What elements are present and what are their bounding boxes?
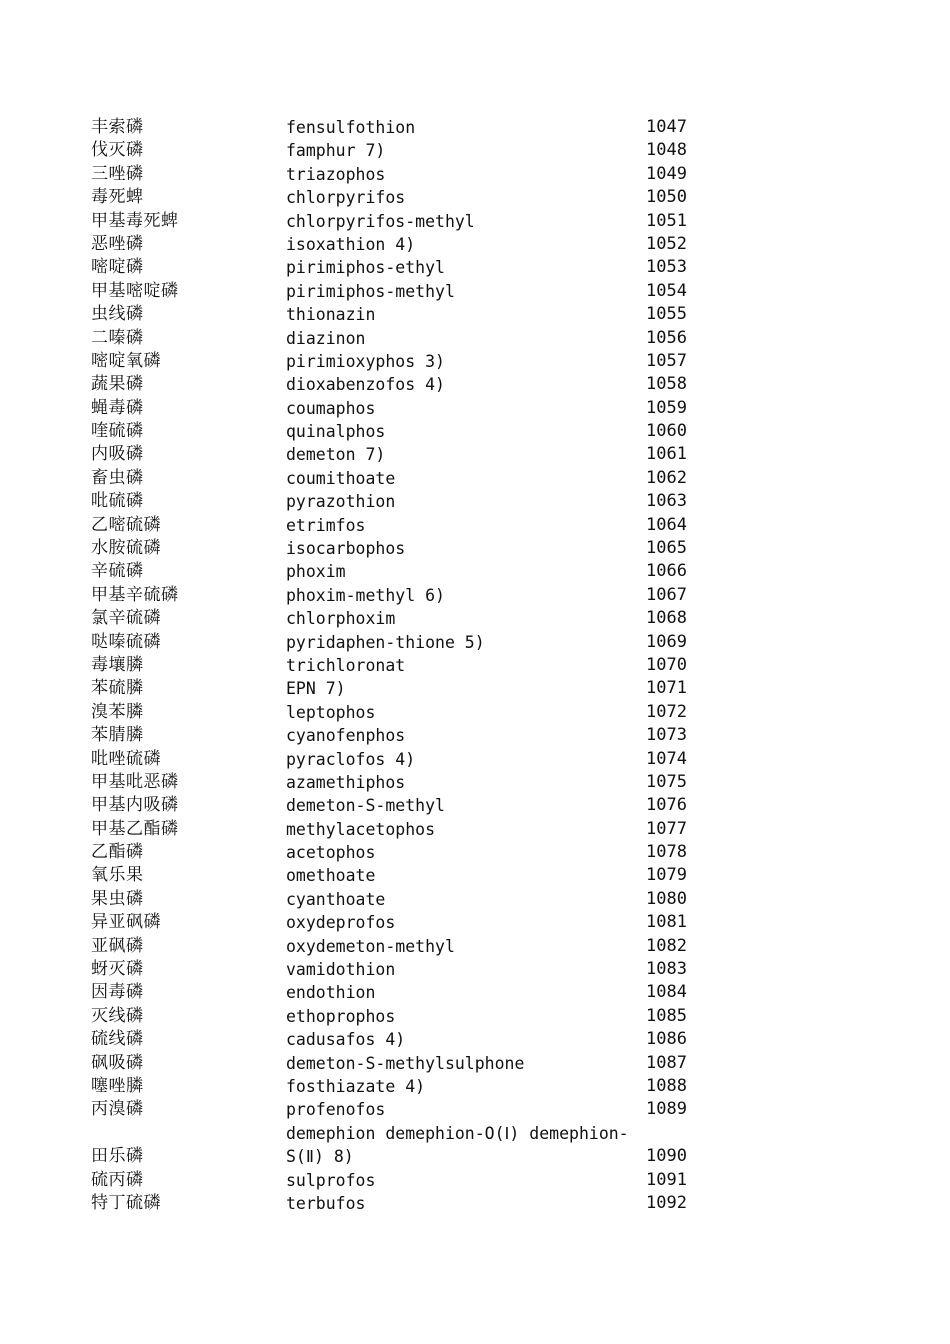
- list-row: [0, 327, 950, 350]
- code-number: 1075: [646, 771, 687, 792]
- english-name: oxydeprofos: [286, 913, 396, 933]
- english-name: trichloronat: [286, 655, 406, 675]
- chinese-name: 哒嗪硫磷: [91, 631, 161, 652]
- list-row: [0, 841, 950, 864]
- list-row: [0, 935, 950, 958]
- chinese-name: 毒死蜱: [91, 187, 144, 208]
- code-number: 1057: [646, 350, 687, 371]
- english-name: isoxathion 4): [286, 234, 416, 254]
- chinese-name: 丙溴磷: [91, 1099, 144, 1120]
- chinese-name: 甲基乙酯磷: [91, 818, 179, 839]
- list-row: [0, 724, 950, 747]
- english-name: fensulfothion: [286, 117, 416, 137]
- english-name: chlorpyrifos-methyl: [286, 211, 475, 231]
- english-name: pyrazothion: [286, 492, 396, 512]
- chinese-name: 嘧啶磷: [91, 257, 144, 278]
- chinese-name: 氯辛硫磷: [91, 608, 161, 629]
- english-name: isocarbophos: [286, 539, 406, 559]
- code-number: 1053: [646, 257, 687, 278]
- code-number: 1091: [646, 1169, 687, 1190]
- list-row: [0, 677, 950, 700]
- code-number: 1082: [646, 935, 687, 956]
- list-row: [0, 537, 950, 560]
- list-row: [0, 1028, 950, 1051]
- list-row: [0, 1075, 950, 1098]
- code-number: 1061: [646, 444, 687, 465]
- chinese-name: 乙酯磷: [91, 842, 144, 863]
- chinese-name: 灭线磷: [91, 1005, 144, 1026]
- list-row: [0, 1098, 950, 1121]
- chinese-name: 苯腈膦: [91, 725, 144, 746]
- code-number: 1083: [646, 959, 687, 980]
- chinese-name: 氧乐果: [91, 865, 144, 886]
- list-row: [0, 490, 950, 513]
- code-number: 1065: [646, 538, 687, 559]
- list-row: [0, 116, 950, 139]
- list-row: [0, 256, 950, 279]
- chinese-name: 辛硫磷: [91, 561, 144, 582]
- code-number: 1062: [646, 467, 687, 488]
- list-row: [0, 303, 950, 326]
- english-name: pyridaphen-thione 5): [286, 632, 485, 652]
- english-name: demeton-S-methylsulphone: [286, 1053, 525, 1073]
- list-row: [0, 280, 950, 303]
- english-name: quinalphos: [286, 422, 386, 442]
- code-number: 1064: [646, 514, 687, 535]
- chinese-name: 异亚砜磷: [91, 912, 161, 933]
- list-row: [0, 1169, 950, 1192]
- code-number: 1069: [646, 631, 687, 652]
- english-name: methylacetophos: [286, 819, 436, 839]
- list-row: [0, 420, 950, 443]
- list-row: [0, 210, 950, 233]
- english-name: ethoprophos: [286, 1006, 396, 1026]
- english-name: vamidothion: [286, 960, 396, 980]
- english-name: chlorpyrifos: [286, 188, 406, 208]
- chinese-name: 砜吸磷: [91, 1052, 144, 1073]
- list-row: [0, 467, 950, 490]
- english-name: pyraclofos 4): [286, 749, 416, 769]
- code-number: 1067: [646, 584, 687, 605]
- code-number: 1080: [646, 888, 687, 909]
- code-number: 1073: [646, 725, 687, 746]
- code-number: 1066: [646, 561, 687, 582]
- code-number: 1074: [646, 748, 687, 769]
- english-name: demeton 7): [286, 445, 386, 465]
- list-row: [0, 1052, 950, 1075]
- english-name: pirimioxyphos 3): [286, 351, 445, 371]
- english-name: demephion demephion-O(Ⅰ) demephion-S(Ⅱ) 8): [286, 1123, 629, 1167]
- english-name: omethoate: [286, 866, 376, 886]
- english-name: phoxim-methyl 6): [286, 585, 445, 605]
- english-name: sulprofos: [286, 1170, 376, 1190]
- chinese-name: 伐灭磷: [91, 140, 144, 161]
- chinese-name: 嘧啶氧磷: [91, 350, 161, 371]
- code-number: 1076: [646, 795, 687, 816]
- list-row: [0, 771, 950, 794]
- code-number: 1078: [646, 842, 687, 863]
- chinese-name: 畜虫磷: [91, 467, 144, 488]
- code-number: 1072: [646, 701, 687, 722]
- english-name: cyanofenphos: [286, 726, 406, 746]
- english-name: endothion: [286, 983, 376, 1003]
- english-name: profenofos: [286, 1100, 386, 1120]
- chinese-name: 乙嘧硫磷: [91, 514, 161, 535]
- list-row: [0, 958, 950, 981]
- code-number: 1086: [646, 1029, 687, 1050]
- chinese-name: 丰索磷: [91, 116, 144, 137]
- chinese-name: 吡硫磷: [91, 491, 144, 512]
- list-row: [0, 607, 950, 630]
- english-name: etrimfos: [286, 515, 366, 535]
- english-name: triazophos: [286, 164, 386, 184]
- code-number: 1084: [646, 982, 687, 1003]
- code-number: 1079: [646, 865, 687, 886]
- english-name: acetophos: [286, 843, 376, 863]
- english-name: diazinon: [286, 328, 366, 348]
- code-number: 1090: [646, 1146, 687, 1167]
- code-number: 1056: [646, 327, 687, 348]
- list-row: [0, 654, 950, 677]
- list-row: [0, 163, 950, 186]
- chinese-name: 内吸磷: [91, 444, 144, 465]
- list-row: [0, 1005, 950, 1028]
- pesticide-name-list: [0, 116, 950, 1215]
- chinese-name: 田乐磷: [91, 1146, 144, 1167]
- code-number: 1047: [646, 116, 687, 137]
- english-name: dioxabenzofos 4): [286, 375, 445, 395]
- chinese-name: 苯硫膦: [91, 678, 144, 699]
- chinese-name: 二嗪磷: [91, 327, 144, 348]
- list-row: [0, 443, 950, 466]
- code-number: 1089: [646, 1099, 687, 1120]
- list-row: [0, 818, 950, 841]
- english-name: cadusafos 4): [286, 1030, 406, 1050]
- list-row: [0, 1122, 950, 1169]
- list-row: [0, 584, 950, 607]
- code-number: 1054: [646, 280, 687, 301]
- code-number: 1051: [646, 210, 687, 231]
- list-row: [0, 888, 950, 911]
- code-number: 1058: [646, 374, 687, 395]
- english-name: azamethiphos: [286, 772, 406, 792]
- chinese-name: 蚜灭磷: [91, 959, 144, 980]
- english-name: coumaphos: [286, 398, 376, 418]
- english-name: phoxim: [286, 562, 346, 582]
- list-row: [0, 139, 950, 162]
- chinese-name: 甲基毒死蜱: [91, 210, 179, 231]
- chinese-name: 吡唑硫磷: [91, 748, 161, 769]
- code-number: 1077: [646, 818, 687, 839]
- code-number: 1052: [646, 233, 687, 254]
- code-number: 1071: [646, 678, 687, 699]
- code-number: 1060: [646, 421, 687, 442]
- code-number: 1081: [646, 912, 687, 933]
- english-name: famphur 7): [286, 141, 386, 161]
- list-row: [0, 794, 950, 817]
- english-name: thionazin: [286, 305, 376, 325]
- code-number: 1063: [646, 491, 687, 512]
- english-name: pirimiphos-ethyl: [286, 258, 445, 278]
- list-row: [0, 350, 950, 373]
- chinese-name: 特丁硫磷: [91, 1192, 161, 1213]
- english-name: terbufos: [286, 1193, 366, 1213]
- english-name: oxydemeton-methyl: [286, 936, 455, 956]
- chinese-name: 恶唑磷: [91, 233, 144, 254]
- code-number: 1092: [646, 1192, 687, 1213]
- english-name: coumithoate: [286, 468, 396, 488]
- code-number: 1050: [646, 187, 687, 208]
- list-row: [0, 701, 950, 724]
- english-name: EPN 7): [286, 679, 346, 699]
- code-number: 1048: [646, 140, 687, 161]
- code-number: 1085: [646, 1005, 687, 1026]
- code-number: 1088: [646, 1076, 687, 1096]
- english-name: cyanthoate: [286, 889, 386, 909]
- chinese-name: 甲基嘧啶磷: [91, 280, 179, 301]
- list-row: [0, 233, 950, 256]
- list-row: [0, 1192, 950, 1215]
- chinese-name: 硫线磷: [91, 1029, 144, 1050]
- chinese-name: 噻唑膦: [91, 1076, 144, 1096]
- code-number: 1068: [646, 608, 687, 629]
- list-row: [0, 397, 950, 420]
- list-row: [0, 748, 950, 771]
- code-number: 1055: [646, 304, 687, 325]
- list-row: [0, 560, 950, 583]
- list-row: [0, 186, 950, 209]
- chinese-name: 亚砜磷: [91, 935, 144, 956]
- code-number: 1049: [646, 163, 687, 184]
- chinese-name: 甲基内吸磷: [91, 795, 179, 816]
- list-row: [0, 631, 950, 654]
- chinese-name: 蝇毒磷: [91, 397, 144, 418]
- chinese-name: 因毒磷: [91, 982, 144, 1003]
- list-row: [0, 865, 950, 888]
- english-name: pirimiphos-methyl: [286, 281, 455, 301]
- chinese-name: 蔬果磷: [91, 374, 144, 395]
- chinese-name: 毒壤膦: [91, 654, 144, 675]
- english-name: fosthiazate 4): [286, 1077, 426, 1096]
- english-name: leptophos: [286, 702, 376, 722]
- chinese-name: 果虫磷: [91, 888, 144, 909]
- list-row: [0, 514, 950, 537]
- english-name: chlorphoxim: [286, 609, 396, 629]
- chinese-name: 溴苯膦: [91, 701, 144, 722]
- code-number: 1087: [646, 1052, 687, 1073]
- list-row: [0, 981, 950, 1004]
- chinese-name: 甲基辛硫磷: [91, 584, 179, 605]
- code-number: 1070: [646, 654, 687, 675]
- english-name: demeton-S-methyl: [286, 796, 445, 816]
- chinese-name: 硫丙磷: [91, 1169, 144, 1190]
- list-row: [0, 911, 950, 934]
- chinese-name: 虫线磷: [91, 304, 144, 325]
- chinese-name: 喹硫磷: [91, 421, 144, 442]
- chinese-name: 三唑磷: [91, 163, 144, 184]
- list-row: [0, 373, 950, 396]
- chinese-name: 甲基吡恶磷: [91, 771, 179, 792]
- code-number: 1059: [646, 397, 687, 418]
- chinese-name: 水胺硫磷: [91, 538, 161, 559]
